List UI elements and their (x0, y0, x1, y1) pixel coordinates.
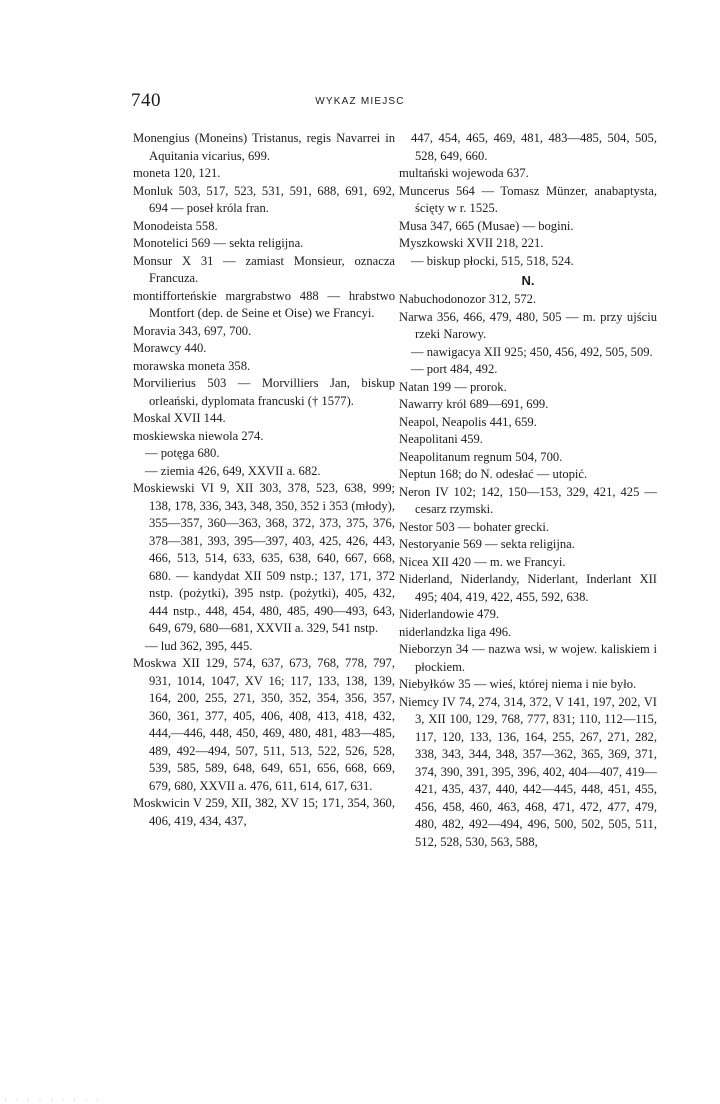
index-entry: Nestor 503 — bohater grecki. (399, 519, 550, 534)
page-number: 740 (131, 90, 161, 111)
index-entry: Nieborzyn 34 — nazwa wsi, w wojew. kaliskiem i płockiem. (399, 642, 657, 674)
index-entry: Moskwicin V 259, XII, 382, XV 15; 171, 354, 360, 406, 419, 434, 437, (133, 796, 395, 828)
index-entry: Monodeista 558. (133, 218, 218, 233)
index-entry: Narwa 356, 466, 479, 480, 505 — m. przy ujściu rzeki Narowy. (399, 309, 657, 341)
index-entry: Nawarry król 689—691, 699. (399, 397, 549, 411)
index-entry: Niderlandowie 479. (399, 607, 500, 621)
index-entry: — biskup płocki, 515, 518, 524. (411, 253, 574, 268)
index-entry: — port 484, 492. (411, 362, 498, 376)
scan-artifact-dots: · · · · · · · · · (4, 1094, 102, 1104)
index-entries-n (399, 291, 657, 851)
index-entry: Nicea XII 420 — m. we Francyi. (399, 554, 566, 569)
index-entry: Monengius (Moneins) Tristanus, regis Navarrei in Aquitania vicarius, 699. (133, 131, 395, 163)
running-head: WYKAZ MIEJSC (315, 96, 405, 107)
index-entry: Neptun 168; do N. odesłać — utopić. (399, 467, 588, 481)
index-entry: Neron IV 102; 142, 150—153, 329, 421, 425 — cesarz rzymski. (399, 484, 657, 516)
index-entry: — ziemia 426, 649, XXVII a. 682. (145, 463, 321, 478)
index-entry: — potęga 680. (145, 446, 220, 460)
index-entry: Moskal XVII 144. (133, 411, 226, 425)
index-column-right (399, 130, 657, 851)
index-entry: Nabuchodonozor 312, 572. (399, 292, 537, 306)
index-entry: Niderland, Niderlandy, Niderlant, Inderlant XII 495; 404, 419, 422, 455, 592, 638. (399, 572, 657, 604)
index-entry: Moravia 343, 697, 700. (133, 323, 252, 338)
index-entry: Niemcy IV 74, 274, 314, 372, V 141, 197, 202, VI 3, XII 100, 129, 768, 777, 831; 110, 112—115, 117, 120, 133, 136, 164, 255, 267, 271, 282, 338, 343, 344, 348, 357—362, 365, 369, 371, 374, 390, 391, 395, 396, 402, 404—407, 419—421, 435, 437, 440, 442—445, 448, 451, 455, 456, 458, 460, 463, 468, 471, 472, 477, 479, 480, 482, 492—494, 496, 500, 502, 505, 511, 512, 528, 530, 563, 588, (399, 694, 657, 849)
index-entry: Muncerus 564 — Tomasz Münzer, anabaptysta, ścięty w r. 1525. (399, 183, 657, 215)
index-entry: Morvilierius 503 — Morvilliers Jan, biskup orleański, dyplomata francuski († 1577). (133, 376, 395, 408)
index-entry: — lud 362, 395, 445. (145, 638, 253, 653)
index-entry: Neapolitanum regnum 504, 700. (399, 449, 563, 464)
index-entry: moneta 120, 121. (133, 166, 221, 180)
index-entry: Neapol, Neapolis 441, 659. (399, 414, 537, 429)
section-letter: N. (521, 273, 535, 288)
index-entry: Musa 347, 665 (Musae) — bogini. (399, 218, 574, 233)
index-entry: Moskiewski VI 9, XII 303, 378, 523, 638, 999; 138, 178, 336, 343, 348, 350, 352 i 353 (młody), 355—357, 360—363, 368, 372, 373, 375, 376, 378—381, 393, 395—397, 403, 425, 426, 443, 466, 513, 514, 633, 635, 638, 640, 667, 668, 680. — kandydat XII 509 nstp.; 137, 171, 372 nstp. (pożytki), 395 nstp. (pożytki), 405, 432, 444 nstp., 448, 454, 480, 485, 490—493, 643, 649, 679, 680—681, XXVII a. 329, 541 nstp. (133, 481, 395, 635)
index-entry: Monsur X 31 — zamiast Monsieur, oznacza Francuza. (133, 253, 395, 285)
index-entry: montiffortеńskie margrabstwo 488 — hrabstwo Montfort (dep. de Seine et Oise) we Francyi. (133, 288, 395, 320)
index-entry: 447, 454, 465, 469, 481, 483—485, 504, 505, 528, 649, 660. (411, 131, 657, 163)
index-entry: — nawigacya XII 925; 450, 456, 492, 505, 509. (411, 344, 653, 359)
index-entry: Myszkowski XVII 218, 221. (399, 236, 544, 250)
index-entry: Natan 199 — prorok. (399, 379, 507, 394)
index-entry: multański wojewoda 637. (399, 166, 529, 180)
index-entry: Neapolitani 459. (399, 432, 483, 446)
index-entry: Nestoryanie 569 — sekta religijna. (399, 537, 575, 551)
index-entries-m (399, 130, 657, 270)
index-entry: moskiewska niewola 274. (133, 428, 264, 443)
index-entry: morawska moneta 358. (133, 358, 251, 373)
index-entry: Monotelici 569 — sekta religijna. (133, 236, 304, 250)
index-entry: niderlandzka liga 496. (399, 624, 512, 639)
index-entry: Morawcy 440. (133, 341, 207, 355)
index-entry: Moskwa XII 129, 574, 637, 673, 768, 778, 797, 931, 1014, 1047, XV 16; 117, 133, 138, 139, 164, 200, 255, 271, 350, 352, 354, 356, 357, 360, 361, 377, 405, 406, 408, 413, 418, 432, 444,—446, 448, 450, 469, 480, 481, 483—485, 489, 492—494, 507, 511, 513, 522, 526, 528, 539, 585, 589, 648, 649, 651, 656, 668, 669, 679, 680, XXVII a. 476, 611, 614, 617, 631. (133, 656, 395, 793)
index-entry: Monluk 503, 517, 523, 531, 591, 688, 691, 692, 694 — poseł króla fran. (133, 183, 395, 215)
index-column-left (133, 130, 395, 830)
index-entry: Niebyłków 35 — wieś, której niema i nie było. (399, 677, 637, 691)
